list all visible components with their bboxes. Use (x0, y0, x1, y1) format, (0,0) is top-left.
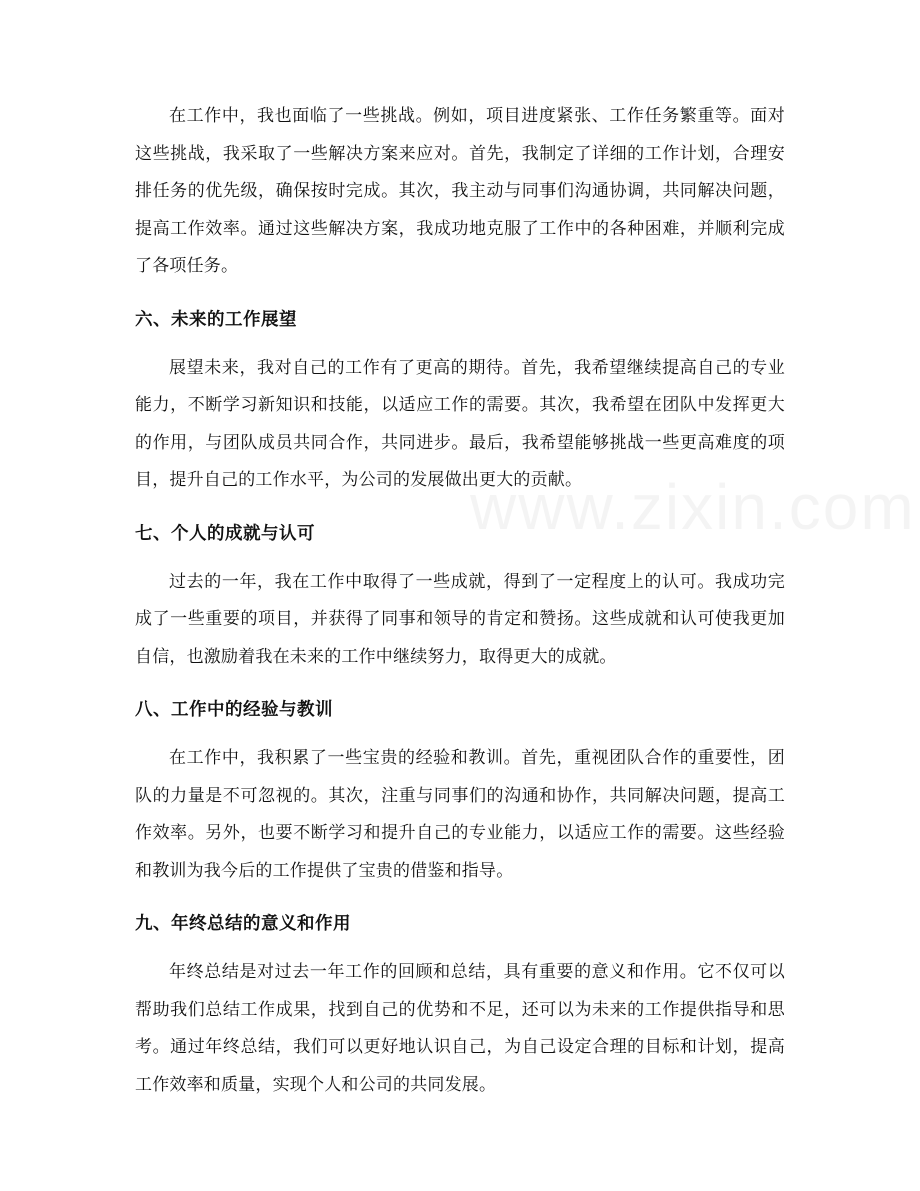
intro-paragraph: 在工作中，我也面临了一些挑战。例如，项目进度紧张、工作任务繁重等。面对这些挑战，我采取了一些解决方案来应对。首先，我制定了详细的工作计划，合理安排任务的优先级，确保按时完成。其次，我主动与同事们沟通协调，共同解决问题，提高工作效率。通过这些解决方案，我成功地克服了工作中的各种困难，并顺利完成了各项任务。 (135, 106, 785, 276)
section-paragraph-6: 展望未来，我对自己的工作有了更高的期待。首先，我希望继续提高自己的专业能力，不断学习新知识和技能，以适应工作的需要。其次，我希望在团队中发挥更大的作用，与团队成员共同合作，共同进步。最后，我希望能够挑战一些更高难度的项目，提升自己的工作水平，为公司的发展做出更大的贡献。 (135, 357, 785, 490)
section-paragraph-9: 年终总结是对过去一年工作的回顾和总结，具有重要的意义和作用。它不仅可以帮助我们总结工作成果，找到自己的优势和不足，还可以为未来的工作提供指导和思考。通过年终总结，我们可以更好地认识自己，为自己设定合理的目标和计划，提高工作效率和质量，实现个人和公司的共同发展。 (135, 962, 785, 1095)
section-paragraph-7: 过去的一年，我在工作中取得了一些成就，得到了一定程度上的认可。我成功完成了一些重要的项目，并获得了同事和领导的肯定和赞扬。这些成就和认可使我更加自信，也激励着我在未来的工作中继续努力，取得更大的成就。 (135, 571, 785, 667)
section-heading-9: 九、年终总结的意义和作用 (135, 914, 351, 934)
section-paragraph-8: 在工作中，我积累了一些宝贵的经验和教训。首先，重视团队合作的重要性，团队的力量是不可忽视的。其次，注重与同事们的沟通和协作，共同解决问题，提高工作效率。另外，也要不断学习和提升自己的专业能力，以适应工作的需要。这些经验和教训为我今后的工作提供了宝贵的借鉴和指导。 (135, 748, 785, 881)
section-heading-7: 七、个人的成就与认可 (135, 523, 315, 544)
section-heading-8: 八、工作中的经验与教训 (135, 700, 333, 720)
section-heading-6: 六、未来的工作展望 (135, 309, 297, 330)
